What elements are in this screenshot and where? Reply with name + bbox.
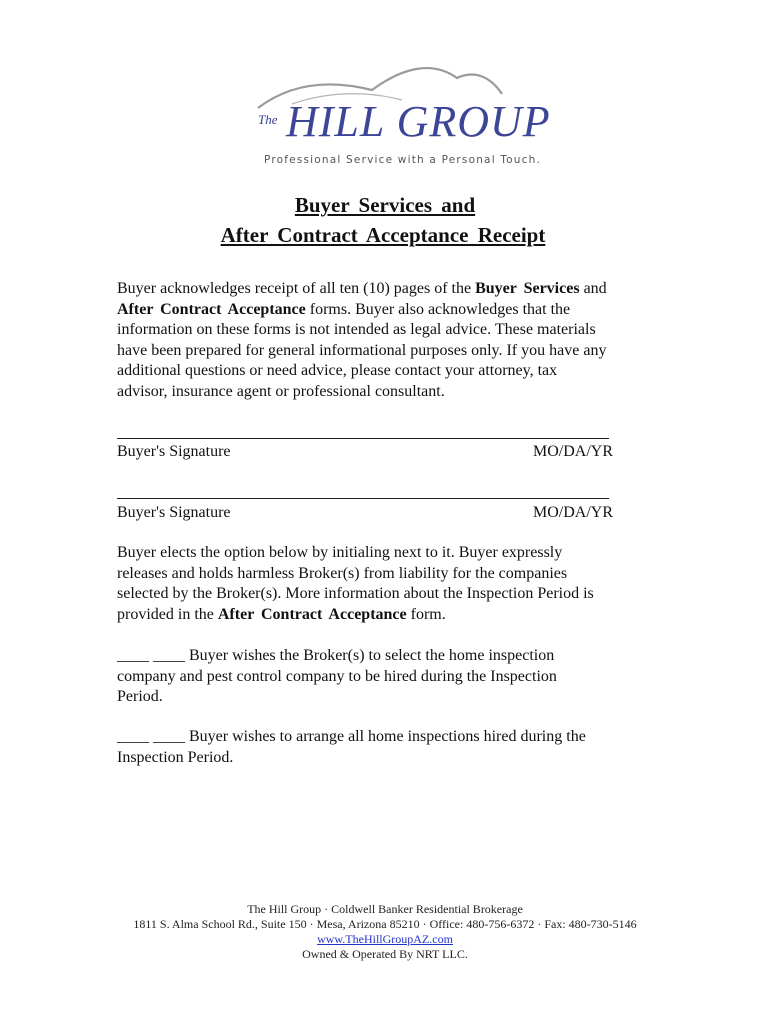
election-paragraph [117,543,657,625]
option-line: Inspection Period. [117,748,234,766]
election-bold-text: After Contract Acceptance [217,605,407,623]
intro-text: and [579,280,607,297]
election-line [117,605,657,626]
footer-owner: Owned & Operated By NRT LLC. [302,947,468,961]
hill-group-logo [252,60,551,172]
option-line: company and pest control company to be hired during the Inspection [117,667,557,685]
document-title-line1: Buyer Services and [294,193,476,217]
signature-label: Buyer's Signature [117,504,231,521]
election-line: selected by the Broker(s). More information about the Inspection Period is [117,585,594,602]
election-text: provided in the [117,605,218,623]
footer-company: The Hill Group · Coldwell Banker Residential Brokerage [247,902,523,916]
document-title-line2: After Contract Acceptance Receipt [220,223,546,247]
option-line: Period. [117,688,163,705]
option-line: ____ ____ Buyer wishes to arrange all home inspections hired during the [117,728,586,745]
intro-line: advisor, insurance agent or professional consultant. [117,382,445,400]
date-label: MO/DA/YR [532,504,613,521]
signature-label: Buyer's Signature [117,443,231,460]
intro-line [117,300,657,321]
intro-text: forms. Buyer also acknowledges that the [305,300,571,318]
intro-paragraph [117,279,657,402]
intro-bold-text: After Contract Acceptance [117,300,306,318]
intro-line: have been prepared for general informational purposes only. If you have any [117,341,607,359]
intro-line: additional questions or need advice, please contact your attorney, tax [117,362,558,379]
option-buyer-arranges [117,727,657,768]
footer [0,902,770,962]
election-line: releases and holds harmless Broker(s) from liability for the companies [117,564,568,582]
intro-text: Buyer acknowledges receipt of all ten (10) pages of the [117,280,476,297]
option-line: ____ ____ Buyer wishes the Broker(s) to select the home inspection [117,647,555,664]
election-text: form. [406,605,446,623]
website-link[interactable]: www.TheHillGroupAZ.com [317,932,453,946]
logo-main-text: HILL GROUP [286,97,551,146]
logo-the-text: The [258,112,278,127]
election-line: Buyer elects the option below by initialing next to it. Buyer expressly [117,544,563,561]
footer-address: 1811 S. Alma School Rd., Suite 150 · Mesa, Arizona 85210 · Office: 480-756-6372 · Fax: 480-730-5146 [133,917,637,931]
signature-line-1[interactable] [117,438,609,439]
option-broker-selects [117,646,657,708]
logo-tagline: Professional Service with a Personal Touch. [264,154,542,166]
signature-line-2[interactable] [117,498,609,499]
intro-bold-text: Buyer Services [475,280,580,297]
intro-line [117,279,657,300]
date-label: MO/DA/YR [532,443,613,460]
intro-line: information on these forms is not intended as legal advice. These materials [117,321,596,338]
